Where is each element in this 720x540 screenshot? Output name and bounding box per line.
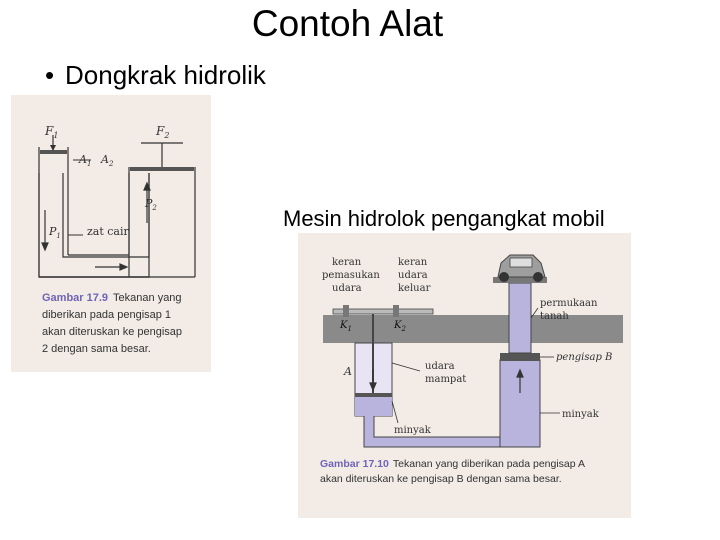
left-oil <box>355 395 392 416</box>
piston-b <box>500 353 540 361</box>
hydraulic-car-lift-diagram <box>298 233 631 518</box>
outlet-valve-label: keran udara keluar <box>398 257 431 294</box>
compressed-air-label: udara mampat <box>425 361 467 385</box>
k2-label: $K_2$ <box>394 320 406 333</box>
p2-label: $P_2$ <box>145 197 157 212</box>
figure1-caption: Gambar 17.9 Tekanan yang diberikan pada pengisap 1 akan diteruskan ke pengisap 2 dengan sama besar. <box>42 292 183 355</box>
slide-title: Contoh Alat <box>251 3 444 44</box>
bullet-item <box>45 58 266 92</box>
bullet-text: Dongkrak hidrolik <box>65 60 266 90</box>
a1-label: $A_1$ <box>79 153 92 168</box>
ground-label: permukaan tanah <box>540 298 598 322</box>
lift-column <box>509 283 531 353</box>
f1-label: $F_1$ <box>45 124 59 140</box>
piston-a <box>355 393 392 397</box>
oil-right-label: minyak <box>562 409 599 420</box>
bullet-dot-icon: • <box>45 60 55 90</box>
figure2-caption: Gambar 17.10 Tekanan yang diberikan pada pengisap A akan diteruskan ke pengisap B dengan sama besar. <box>320 458 585 485</box>
intake-valve-label: keran pemasukan udara <box>322 257 380 294</box>
k1-label: $K_1$ <box>340 320 352 333</box>
ground-layer <box>323 315 623 343</box>
valve-k1 <box>343 305 349 317</box>
hydraulic-jack-diagram <box>11 95 211 372</box>
piston-b-label: pengisap B <box>556 352 613 363</box>
valve-k2 <box>393 305 399 317</box>
piston-a-label: A <box>344 365 352 378</box>
figure2-caption-heading: Mesin hidrolok pengangkat mobil <box>283 206 605 231</box>
oil-left-label: minyak <box>394 425 431 436</box>
p1-label: $P_1$ <box>49 225 61 240</box>
a2-label: $A_2$ <box>101 153 114 168</box>
f2-label: $F_2$ <box>156 124 170 140</box>
fluid-label: zat cair <box>87 225 129 238</box>
